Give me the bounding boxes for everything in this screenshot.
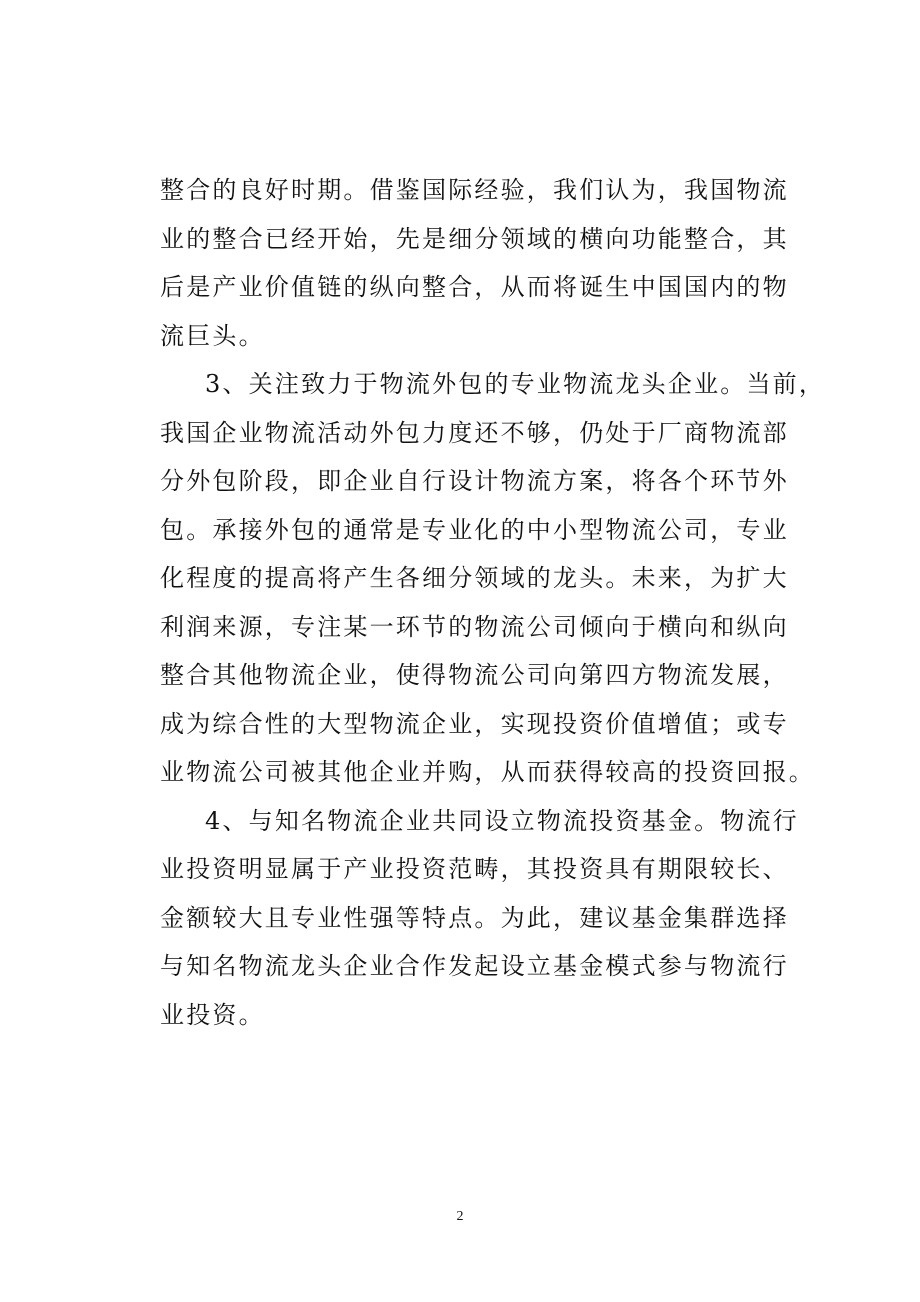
text-line: 后是产业价值链的纵向整合，从而将诞生中国国内的物 — [160, 273, 789, 301]
text-line: 包。承接外包的通常是专业化的中小型物流公司，专业 — [160, 515, 789, 544]
paragraph-3-start: 3、关注致力于物流外包的专业物流龙头企业。当前， — [205, 370, 826, 398]
text-line: 我国企业物流活动外包力度还不够，仍处于厂商物流部 — [160, 418, 789, 447]
text-line: 业投资明显属于产业投资范畴，其投资具有期限较长、 — [160, 855, 789, 883]
text-line: 分外包阶段，即企业自行设计物流方案，将各个环节外 — [160, 467, 789, 495]
text-line: 整合其他物流企业，使得物流公司向第四方物流发展， — [160, 661, 789, 689]
text-line: 整合的良好时期。借鉴国际经验，我们认为，我国物流 — [160, 176, 789, 204]
text-line: 化程度的提高将产生各细分领域的龙头。未来，为扩大 — [160, 564, 789, 592]
text-line: 金额较大且专业性强等特点。为此，建议基金集群选择 — [160, 903, 789, 932]
text-line: 业投资。 — [160, 1000, 265, 1029]
text-line: 业的整合已经开始，先是细分领域的横向功能整合，其 — [160, 224, 789, 253]
paragraph-4-start: 4、与知名物流企业共同设立物流投资基金。物流行 — [205, 806, 799, 835]
document-body — [160, 166, 826, 1039]
text-line: 成为综合性的大型物流企业，实现投资价值增值；或专 — [160, 709, 789, 738]
text-line: 流巨头。 — [160, 321, 265, 350]
text-line: 与知名物流龙头企业合作发起设立基金模式参与物流行 — [160, 952, 789, 980]
page-number: 2 — [456, 1209, 464, 1224]
text-line: 业物流公司被其他企业并购，从而获得较高的投资回报。 — [160, 758, 815, 786]
text-line: 利润来源，专注某一环节的物流公司倾向于横向和纵向 — [160, 612, 789, 641]
